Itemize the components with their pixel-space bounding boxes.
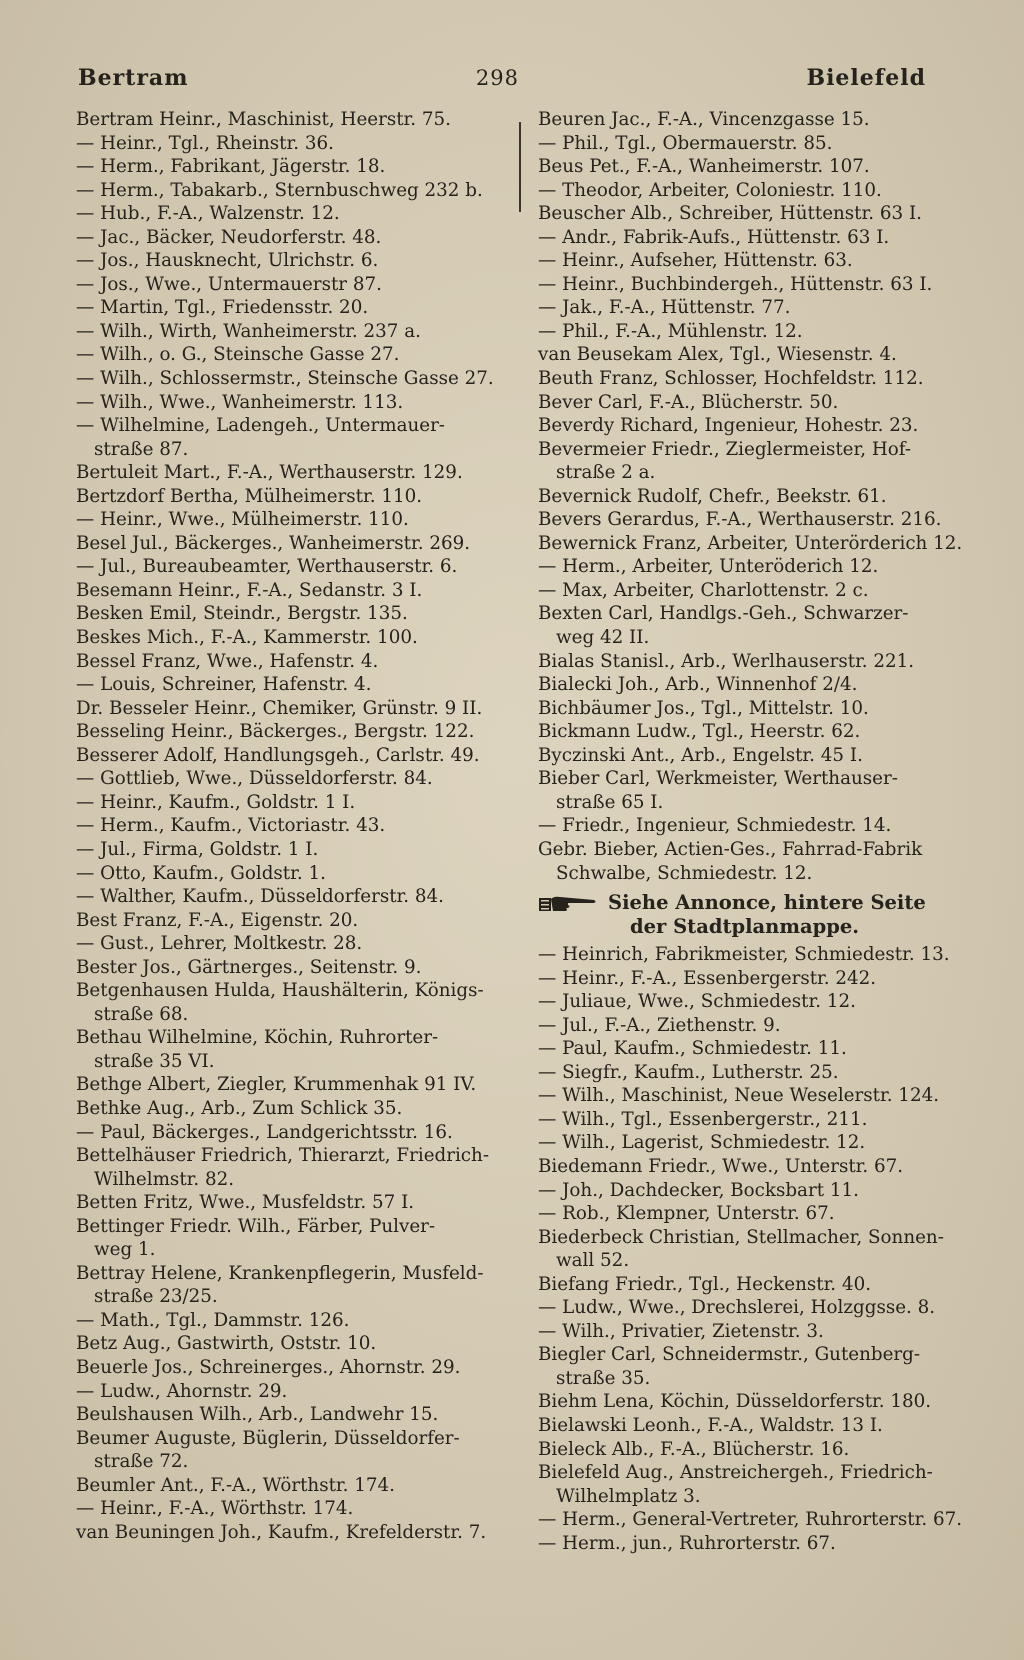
directory-entry: — Siegfr., Kaufm., Lutherstr. 25.	[538, 1061, 839, 1083]
left-column	[76, 108, 502, 1544]
notice-line-2: der Stadtplanmappe.	[630, 915, 860, 939]
directory-entry: straße 23/25.	[94, 1286, 218, 1308]
directory-entry: Wilhelmstr. 82.	[94, 1168, 235, 1190]
directory-entry: — Wilh., Maschinist, Neue Weselerstr. 124.	[538, 1085, 940, 1107]
directory-entry: Best Franz, F.-A., Eigenstr. 20.	[76, 909, 359, 931]
directory-entry: Bertzdorf Bertha, Mülheimerstr. 110.	[76, 485, 423, 507]
directory-entry: — Friedr., Ingenieur, Schmiedestr. 14.	[538, 815, 892, 837]
directory-entry: straße 68.	[94, 1003, 189, 1025]
directory-entry: Wilhelmplatz 3.	[556, 1485, 701, 1507]
directory-entry: Gebr. Bieber, Actien-Ges., Fahrrad-Fabrik	[538, 838, 923, 860]
directory-entry: Bethke Aug., Arb., Zum Schlick 35.	[76, 1097, 403, 1119]
directory-entry: van Beusekam Alex, Tgl., Wiesenstr. 4.	[538, 344, 897, 366]
directory-entry: — Andr., Fabrik-Aufs., Hüttenstr. 63 I.	[538, 226, 890, 248]
directory-entry: Beskes Mich., F.-A., Kammerstr. 100.	[76, 627, 418, 649]
directory-entry: — Otto, Kaufm., Goldstr. 1.	[76, 862, 326, 884]
right-column-bottom-entries	[538, 943, 968, 1555]
directory-entry: Bielefeld Aug., Anstreichergeh., Friedrich-	[538, 1462, 933, 1484]
directory-entry: weg 1.	[94, 1239, 156, 1261]
directory-entry: — Hub., F.-A., Walzenstr. 12.	[76, 203, 340, 225]
directory-entry: — Heinrich, Fabrikmeister, Schmiedestr. 13.	[538, 944, 950, 966]
directory-entry: Betz Aug., Gastwirth, Oststr. 10.	[76, 1333, 377, 1355]
directory-entry: straße 35.	[556, 1367, 651, 1389]
directory-entry: Bever Carl, F.-A., Blücherstr. 50.	[538, 391, 839, 413]
page-number: 298	[475, 66, 520, 90]
directory-entry: — Wilh., Privatier, Zietenstr. 3.	[538, 1320, 824, 1342]
directory-entry: — Paul, Bäckerges., Landgerichtsstr. 16.	[76, 1121, 453, 1143]
directory-entry: Bexten Carl, Handlgs.-Geh., Schwarzer-	[538, 603, 909, 625]
directory-entry: Besel Jul., Bäckerges., Wanheimerstr. 269.	[76, 532, 471, 554]
directory-entry: — Wilhelmine, Ladengeh., Untermauer-	[76, 415, 445, 437]
directory-entry: — Heinr., Kaufm., Goldstr. 1 I.	[76, 791, 356, 813]
directory-entry: — Heinr., Aufseher, Hüttenstr. 63.	[538, 250, 853, 272]
directory-entry: — Herm., General-Vertreter, Ruhrorterstr. 67.	[538, 1509, 963, 1531]
pointing-hand-icon	[538, 893, 598, 915]
directory-entry: — Juliaue, Wwe., Schmiedestr. 12.	[538, 991, 856, 1013]
directory-entry: van Beuningen Joh., Kaufm., Krefelderstr. 7.	[76, 1521, 487, 1543]
directory-entry: — Heinr., Wwe., Mülheimerstr. 110.	[76, 509, 409, 531]
directory-entry: Bessel Franz, Wwe., Hafenstr. 4.	[76, 650, 379, 672]
directory-entry: Beuscher Alb., Schreiber, Hüttenstr. 63 I.	[538, 203, 922, 225]
directory-entry: — Heinr., F.-A., Wörthstr. 174.	[76, 1498, 354, 1520]
directory-entry: Betten Fritz, Wwe., Musfeldstr. 57 I.	[76, 1192, 415, 1214]
advertisement-notice	[538, 891, 968, 939]
directory-entry: Besemann Heinr., F.-A., Sedanstr. 3 I.	[76, 579, 423, 601]
directory-entry: — Joh., Dachdecker, Bocksbart 11.	[538, 1179, 859, 1201]
directory-entry: Bieleck Alb., F.-A., Blücherstr. 16.	[538, 1438, 850, 1460]
directory-entry: Beumler Ant., F.-A., Wörthstr. 174.	[76, 1474, 395, 1496]
directory-entry: Bichbäumer Jos., Tgl., Mittelstr. 10.	[538, 697, 869, 719]
directory-entry: Bieber Carl, Werkmeister, Werthauser-	[538, 768, 898, 790]
directory-entry: — Herm., Tabakarb., Sternbuschweg 232 b.	[76, 179, 483, 201]
directory-entry: Beulshausen Wilh., Arb., Landwehr 15.	[76, 1404, 439, 1426]
directory-entry: — Wilh., Wwe., Wanheimerstr. 113.	[76, 391, 404, 413]
directory-entry: Betgenhausen Hulda, Haushälterin, Königs-	[76, 980, 484, 1002]
directory-entry: — Paul, Kaufm., Schmiedestr. 11.	[538, 1038, 847, 1060]
directory-entry: Bertram Heinr., Maschinist, Heerstr. 75.	[76, 109, 451, 130]
directory-entry: — Wilh., Lagerist, Schmiedestr. 12.	[538, 1132, 866, 1154]
directory-entry: straße 72.	[94, 1451, 189, 1473]
directory-entry: Bettelhäuser Friedrich, Thierarzt, Friedrich-	[76, 1145, 489, 1167]
directory-entry: Besserer Adolf, Handlungsgeh., Carlstr. 49.	[76, 744, 480, 766]
directory-entry: Beus Pet., F.-A., Wanheimerstr. 107.	[538, 156, 870, 178]
directory-entry: straße 87.	[94, 438, 189, 460]
directory-entry: Beverdy Richard, Ingenieur, Hohestr. 23.	[538, 415, 919, 437]
directory-entry: — Rob., Klempner, Unterstr. 67.	[538, 1203, 835, 1225]
header-left-keyword: Bertram	[78, 65, 189, 91]
right-column-top-entries	[538, 108, 968, 885]
directory-entry: — Ludw., Wwe., Drechslerei, Holzggsse. 8.	[538, 1297, 936, 1319]
directory-entry: — Theodor, Arbeiter, Coloniestr. 110.	[538, 179, 882, 201]
directory-entry: Bettray Helene, Krankenpflegerin, Musfeld-	[76, 1262, 484, 1284]
directory-entry: Beuren Jac., F.-A., Vincenzgasse 15.	[538, 109, 870, 130]
directory-entry: Bevernick Rudolf, Chefr., Beekstr. 61.	[538, 485, 887, 507]
directory-entry: Bettinger Friedr. Wilh., Färber, Pulver-	[76, 1215, 436, 1237]
directory-entry: — Walther, Kaufm., Düsseldorferstr. 84.	[76, 886, 444, 908]
page-header	[78, 60, 926, 96]
directory-entry: straße 35 VI.	[94, 1050, 215, 1072]
directory-entry: Biederbeck Christian, Stellmacher, Sonnen-	[538, 1226, 944, 1248]
directory-entry: — Martin, Tgl., Friedensstr. 20.	[76, 297, 369, 319]
directory-entry: Besken Emil, Steindr., Bergstr. 135.	[76, 603, 408, 625]
directory-entry: Beuth Franz, Schlosser, Hochfeldstr. 112.	[538, 368, 924, 390]
directory-entry: — Heinr., Tgl., Rheinstr. 36.	[76, 132, 334, 154]
right-column	[538, 108, 968, 1555]
directory-entry: straße 65 I.	[556, 791, 664, 813]
directory-entry: Bethge Albert, Ziegler, Krummenhak 91 IV.	[76, 1074, 477, 1096]
directory-entry: — Jac., Bäcker, Neudorferstr. 48.	[76, 226, 382, 248]
directory-entry: Beuerle Jos., Schreinerges., Ahornstr. 29.	[76, 1356, 461, 1378]
directory-entry: Bevers Gerardus, F.-A., Werthauserstr. 216.	[538, 509, 942, 531]
directory-entry: Beumer Auguste, Büglerin, Düsseldorfer-	[76, 1427, 460, 1449]
directory-entry: — Phil., Tgl., Obermauerstr. 85.	[538, 132, 833, 154]
directory-entry: Schwalbe, Schmiedestr. 12.	[556, 862, 813, 884]
directory-entry: — Wilh., o. G., Steinsche Gasse 27.	[76, 344, 400, 366]
directory-entry: — Gust., Lehrer, Moltkestr. 28.	[76, 933, 363, 955]
directory-entry: — Wilh., Schlossermstr., Steinsche Gasse 27.	[76, 368, 494, 390]
directory-entry: — Jos., Wwe., Untermauerstr 87.	[76, 273, 382, 295]
directory-entry: — Max, Arbeiter, Charlottenstr. 2 c.	[538, 579, 869, 601]
directory-entry: wall 52.	[556, 1250, 630, 1272]
directory-entry: Bialas Stanisl., Arb., Werlhauserstr. 221.	[538, 650, 915, 672]
directory-entry: — Herm., Fabrikant, Jägerstr. 18.	[76, 156, 386, 178]
directory-entry: — Herm., Kaufm., Victoriastr. 43.	[76, 815, 386, 837]
directory-entry: Bester Jos., Gärtnerges., Seitenstr. 9.	[76, 956, 422, 978]
directory-entry: — Jul., Firma, Goldstr. 1 I.	[76, 838, 319, 860]
directory-entry: — Jul., Bureaubeamter, Werthauserstr. 6.	[76, 556, 458, 578]
directory-entry: — Heinr., F.-A., Essenbergerstr. 242.	[538, 967, 877, 989]
directory-entry: — Phil., F.-A., Mühlenstr. 12.	[538, 320, 803, 342]
directory-entry: Bewernick Franz, Arbeiter, Unterörderich 12.	[538, 532, 963, 554]
directory-entry: — Jul., F.-A., Ziethenstr. 9.	[538, 1014, 781, 1036]
column-divider	[519, 122, 521, 212]
directory-entry: Dr. Besseler Heinr., Chemiker, Grünstr. 9 II.	[76, 697, 483, 719]
directory-entry: Biefang Friedr., Tgl., Heckenstr. 40.	[538, 1273, 872, 1295]
directory-entry: Byczinski Ant., Arb., Engelstr. 45 I.	[538, 744, 863, 766]
directory-entry: weg 42 II.	[556, 627, 650, 649]
directory-entry: — Herm., Arbeiter, Unteröderich 12.	[538, 556, 879, 578]
directory-entry: Besseling Heinr., Bäckerges., Bergstr. 122.	[76, 721, 475, 743]
directory-entry: Biehm Lena, Köchin, Düsseldorferstr. 180.	[538, 1391, 932, 1413]
directory-entry: — Math., Tgl., Dammstr. 126.	[76, 1309, 350, 1331]
directory-entry: Bethau Wilhelmine, Köchin, Ruhrorter-	[76, 1027, 439, 1049]
directory-entry: Bertuleit Mart., F.-A., Werthauserstr. 129.	[76, 462, 463, 484]
directory-entry: Bickmann Ludw., Tgl., Heerstr. 62.	[538, 721, 861, 743]
directory-entry: Bevermeier Friedr., Zieglermeister, Hof-	[538, 438, 912, 460]
directory-entry: — Heinr., Buchbindergeh., Hüttenstr. 63 I.	[538, 273, 933, 295]
directory-entry: Bielawski Leonh., F.-A., Waldstr. 13 I.	[538, 1414, 883, 1436]
directory-entry: — Wilh., Tgl., Essenbergerstr., 211.	[538, 1108, 868, 1130]
directory-entry: — Herm., jun., Ruhrorterstr. 67.	[538, 1532, 836, 1554]
notice-line-1: Siehe Annonce, hintere Seite	[608, 891, 926, 915]
directory-entry: Bialecki Joh., Arb., Winnenhof 2/4.	[538, 674, 858, 696]
header-right-keyword: Bielefeld	[806, 65, 926, 91]
directory-entry: — Louis, Schreiner, Hafenstr. 4.	[76, 674, 372, 696]
directory-entry: Biegler Carl, Schneidermstr., Gutenberg-	[538, 1344, 921, 1366]
directory-entry: straße 2 a.	[556, 462, 656, 484]
directory-entry: — Gottlieb, Wwe., Düsseldorferstr. 84.	[76, 768, 433, 790]
directory-entry: — Ludw., Ahornstr. 29.	[76, 1380, 288, 1402]
directory-entry: — Jos., Hausknecht, Ulrichstr. 6.	[76, 250, 379, 272]
directory-entry: — Jak., F.-A., Hüttenstr. 77.	[538, 297, 791, 319]
directory-entry: Biedemann Friedr., Wwe., Unterstr. 67.	[538, 1155, 904, 1177]
directory-entry: — Wilh., Wirth, Wanheimerstr. 237 a.	[76, 320, 421, 342]
